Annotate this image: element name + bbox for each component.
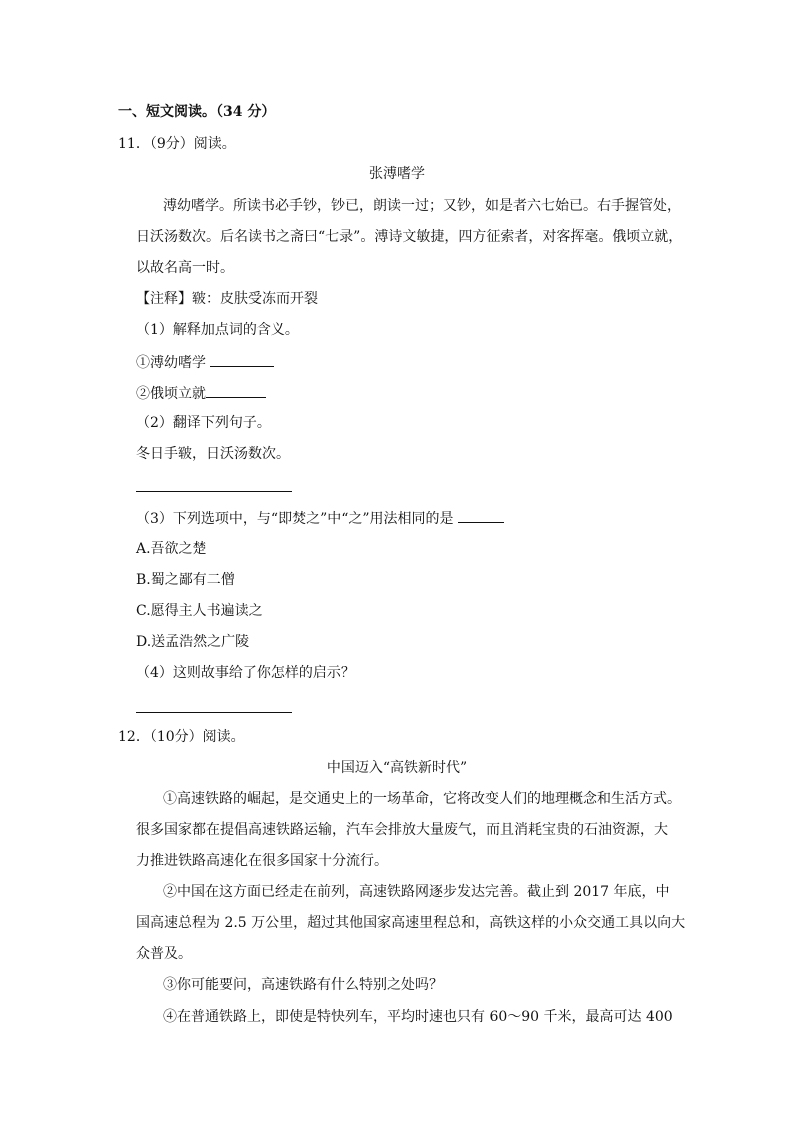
p1-line-1: ①高速铁路的崛起，是交通史上的一场革命，它将改变人们的地理概念和生活方式。: [163, 791, 681, 807]
answer-blank-3[interactable]: [458, 508, 504, 523]
passage-title-11: 张溥嗜学: [369, 166, 425, 182]
passage-11-line-2: 日沃汤数次。后名读书之斋曰“七录”。溥诗文敏捷，四方征索者，对客挥毫。俄顷立就，: [136, 229, 683, 245]
question-11-header: 11．（9分）阅读。: [118, 136, 236, 152]
passage-title-12: 中国迈入“高铁新时代”: [326, 760, 468, 776]
subquestion-1: （1）解释加点词的含义。: [136, 322, 299, 338]
p1-line-3: 力推进铁路高速化在很多国家十分流行。: [136, 853, 388, 869]
subquestion-2-sentence: 冬日手皲，日沃汤数次。: [136, 446, 290, 462]
subquestion-3-text: （3）下列选项中，与“即焚之”中“之”用法相同的是: [136, 511, 458, 527]
passage-11-line-1: 溥幼嗜学。所读书必手钞，钞已，朗读一过；又钞，如是者六七始已。右手握管处，: [163, 198, 681, 214]
question-12-header: 12．（10分）阅读。: [118, 729, 245, 745]
section-heading: 一、短文阅读。（34 分）: [118, 104, 276, 120]
answer-line-2[interactable]: [136, 491, 292, 492]
p2-line-1: ②中国在这方面已经走在前列，高速铁路网逐步发达完善。截止到 2017 年底，中: [163, 884, 670, 900]
p3-line: ③你可能要问，高速铁路有什么特别之处吗？: [163, 977, 443, 993]
subquestion-2: （2）翻译下列句子。: [136, 415, 271, 431]
subquestion-1a-text: ①溥幼嗜学: [136, 355, 211, 371]
subquestion-1b: [136, 383, 266, 403]
option-c: C.愿得主人书遍读之: [136, 603, 263, 619]
option-b: B.蜀之鄙有二僧: [136, 572, 235, 588]
annotation-note: 【注释】皲：皮肤受冻而开裂: [136, 291, 318, 307]
subquestion-3: [136, 508, 504, 528]
p1-line-2: 很多国家都在提倡高速铁路运输，汽车会排放大量废气，而且消耗宝贵的石油资源，大: [136, 822, 668, 838]
passage-11-line-3: 以故名高一时。: [136, 260, 234, 276]
answer-blank-1b[interactable]: [206, 383, 266, 398]
subquestion-1a: [136, 352, 274, 372]
option-a: A.吾欲之楚: [136, 541, 207, 557]
subquestion-1b-text: ②俄顷立就: [136, 386, 206, 402]
option-d: D.送孟浩然之广陵: [136, 634, 250, 650]
subquestion-4: （4）这则故事给了你怎样的启示？: [136, 665, 355, 681]
p4-line: ④在普通铁路上，即使是特快列车，平均时速也只有 60～90 千米，最高可达 400: [163, 1009, 673, 1025]
p2-line-2: 国高速总程为 2.5 万公里，超过其他国家高速里程总和，高铁这样的小众交通工具以向大: [136, 915, 686, 931]
p2-line-3: 众普及。: [136, 946, 192, 962]
answer-blank-1a[interactable]: [210, 352, 274, 367]
answer-line-4[interactable]: [136, 712, 292, 713]
